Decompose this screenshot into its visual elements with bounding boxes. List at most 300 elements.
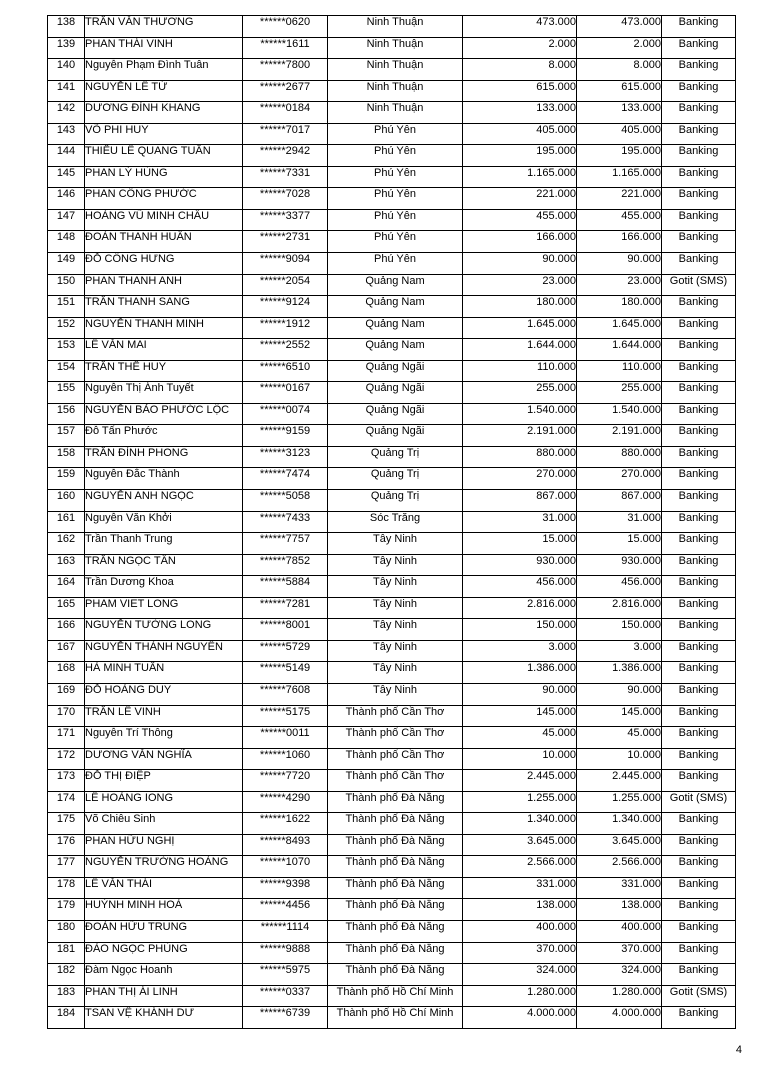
account-cell: ******3123 [243,446,328,468]
name-cell: NGUYỄN TƯỜNG LONG [85,619,243,641]
table-row [48,339,736,361]
account-cell: ******7608 [243,683,328,705]
row-number-cell: 144 [48,145,85,167]
amount-secondary-cell: 3.000 [577,640,662,662]
method-cell: Banking [662,382,736,404]
amount-secondary-cell: 10.000 [577,748,662,770]
amount-cell: 880.000 [463,446,577,468]
amount-cell: 2.000 [463,37,577,59]
name-cell: ĐỖ THỊ ĐIỆP [85,770,243,792]
account-cell: ******7281 [243,597,328,619]
method-cell: Banking [662,425,736,447]
payout-table [47,15,736,1029]
province-cell: Phú Yên [328,231,463,253]
method-cell: Banking [662,554,736,576]
province-cell: Thành phố Đà Nẵng [328,964,463,986]
row-number-cell: 141 [48,80,85,102]
row-number-cell: 159 [48,468,85,490]
amount-cell: 15.000 [463,533,577,555]
method-cell: Banking [662,231,736,253]
province-cell: Quảng Ngãi [328,425,463,447]
amount-cell: 2.445.000 [463,770,577,792]
province-cell: Tây Ninh [328,597,463,619]
table-row [48,403,736,425]
account-cell: ******0184 [243,102,328,124]
method-cell: Banking [662,253,736,275]
name-cell: NGUYỄN ANH NGỌC [85,490,243,512]
row-number-cell: 157 [48,425,85,447]
amount-secondary-cell: 1.386.000 [577,662,662,684]
table-row [48,231,736,253]
account-cell: ******5975 [243,964,328,986]
row-number-cell: 156 [48,403,85,425]
method-cell: Banking [662,296,736,318]
amount-secondary-cell: 2.816.000 [577,597,662,619]
account-cell: ******2552 [243,339,328,361]
province-cell: Sóc Trăng [328,511,463,533]
amount-cell: 400.000 [463,920,577,942]
amount-secondary-cell: 1.645.000 [577,317,662,339]
account-cell: ******1611 [243,37,328,59]
method-cell: Banking [662,1007,736,1029]
row-number-cell: 153 [48,339,85,361]
row-number-cell: 148 [48,231,85,253]
table-row [48,899,736,921]
amount-secondary-cell: 3.645.000 [577,834,662,856]
province-cell: Thành phố Đà Nẵng [328,813,463,835]
name-cell: Đàm Ngọc Hoanh [85,964,243,986]
amount-secondary-cell: 133.000 [577,102,662,124]
name-cell: TRẦN LÊ VINH [85,705,243,727]
province-cell: Tây Ninh [328,554,463,576]
row-number-cell: 161 [48,511,85,533]
method-cell: Banking [662,209,736,231]
name-cell: TSAN VỆ KHÁNH DƯ [85,1007,243,1029]
account-cell: ******1912 [243,317,328,339]
table-row [48,490,736,512]
province-cell: Phú Yên [328,253,463,275]
amount-cell: 867.000 [463,490,577,512]
amount-cell: 221.000 [463,188,577,210]
account-cell: ******4456 [243,899,328,921]
province-cell: Ninh Thuận [328,37,463,59]
name-cell: PHAN THANH ANH [85,274,243,296]
account-cell: ******7331 [243,166,328,188]
row-number-cell: 143 [48,123,85,145]
amount-secondary-cell: 150.000 [577,619,662,641]
account-cell: ******1070 [243,856,328,878]
province-cell: Quảng Nam [328,339,463,361]
amount-secondary-cell: 180.000 [577,296,662,318]
table-row [48,382,736,404]
province-cell: Ninh Thuận [328,80,463,102]
amount-cell: 1.165.000 [463,166,577,188]
amount-secondary-cell: 166.000 [577,231,662,253]
method-cell: Banking [662,640,736,662]
name-cell: ĐOÀN THANH HUÂN [85,231,243,253]
account-cell: ******1060 [243,748,328,770]
amount-secondary-cell: 8.000 [577,59,662,81]
account-cell: ******9159 [243,425,328,447]
amount-cell: 1.280.000 [463,985,577,1007]
province-cell: Quảng Ngãi [328,382,463,404]
amount-cell: 1.645.000 [463,317,577,339]
table-row [48,123,736,145]
row-number-cell: 155 [48,382,85,404]
table-row [48,856,736,878]
province-cell: Tây Ninh [328,533,463,555]
row-number-cell: 169 [48,683,85,705]
table-row [48,188,736,210]
name-cell: NGUYỄN LÊ TỬ [85,80,243,102]
name-cell: LÊ VĂN THÁI [85,877,243,899]
name-cell: TRẦN VĂN THƯƠNG [85,16,243,38]
amount-secondary-cell: 1.340.000 [577,813,662,835]
amount-cell: 23.000 [463,274,577,296]
account-cell: ******5884 [243,576,328,598]
row-number-cell: 162 [48,533,85,555]
account-cell: ******6510 [243,360,328,382]
name-cell: Nguyễn Thị Ánh Tuyết [85,382,243,404]
province-cell: Quảng Nam [328,274,463,296]
amount-secondary-cell: 370.000 [577,942,662,964]
province-cell: Thành phố Hồ Chí Minh [328,1007,463,1029]
name-cell: DƯƠNG ĐÌNH KHANG [85,102,243,124]
method-cell: Banking [662,920,736,942]
account-cell: ******0011 [243,727,328,749]
name-cell: Võ Chiêu Sinh [85,813,243,835]
account-cell: ******5149 [243,662,328,684]
table-row [48,166,736,188]
row-number-cell: 181 [48,942,85,964]
table-row [48,511,736,533]
account-cell: ******9094 [243,253,328,275]
method-cell: Gotit (SMS) [662,985,736,1007]
row-number-cell: 184 [48,1007,85,1029]
province-cell: Thành phố Hồ Chí Minh [328,985,463,1007]
amount-secondary-cell: 23.000 [577,274,662,296]
amount-secondary-cell: 195.000 [577,145,662,167]
amount-secondary-cell: 473.000 [577,16,662,38]
amount-cell: 45.000 [463,727,577,749]
name-cell: PHAM VIET LONG [85,597,243,619]
name-cell: ĐOÀN HỮU TRUNG [85,920,243,942]
amount-cell: 3.000 [463,640,577,662]
method-cell: Banking [662,619,736,641]
table-row [48,619,736,641]
table-row [48,705,736,727]
table-row [48,640,736,662]
amount-secondary-cell: 880.000 [577,446,662,468]
method-cell: Banking [662,576,736,598]
table-row [48,813,736,835]
amount-cell: 195.000 [463,145,577,167]
amount-cell: 455.000 [463,209,577,231]
province-cell: Thành phố Đà Nẵng [328,920,463,942]
table-row [48,468,736,490]
amount-secondary-cell: 221.000 [577,188,662,210]
method-cell: Banking [662,490,736,512]
amount-cell: 615.000 [463,80,577,102]
method-cell: Banking [662,166,736,188]
row-number-cell: 163 [48,554,85,576]
method-cell: Banking [662,748,736,770]
amount-cell: 110.000 [463,360,577,382]
row-number-cell: 171 [48,727,85,749]
table-row [48,683,736,705]
method-cell: Banking [662,511,736,533]
amount-secondary-cell: 2.191.000 [577,425,662,447]
method-cell: Banking [662,123,736,145]
name-cell: NGUYỄN BẢO PHƯỚC LỘC [85,403,243,425]
method-cell: Banking [662,705,736,727]
method-cell: Banking [662,468,736,490]
name-cell: NGUYỄN THÀNH NGUYÊN [85,640,243,662]
name-cell: DƯƠNG VĂN NGHĨA [85,748,243,770]
method-cell: Banking [662,102,736,124]
province-cell: Quảng Nam [328,296,463,318]
account-cell: ******9124 [243,296,328,318]
row-number-cell: 149 [48,253,85,275]
account-cell: ******7852 [243,554,328,576]
account-cell: ******6739 [243,1007,328,1029]
row-number-cell: 145 [48,166,85,188]
table-row [48,102,736,124]
account-cell: ******9888 [243,942,328,964]
province-cell: Phú Yên [328,145,463,167]
method-cell: Banking [662,145,736,167]
amount-secondary-cell: 110.000 [577,360,662,382]
name-cell: NGUYỄN TRƯỜNG HOÀNG [85,856,243,878]
province-cell: Thành phố Đà Nẵng [328,834,463,856]
row-number-cell: 160 [48,490,85,512]
method-cell: Banking [662,339,736,361]
method-cell: Gotit (SMS) [662,791,736,813]
amount-secondary-cell: 615.000 [577,80,662,102]
amount-secondary-cell: 2.000 [577,37,662,59]
table-row [48,597,736,619]
account-cell: ******7474 [243,468,328,490]
amount-cell: 473.000 [463,16,577,38]
account-cell: ******3377 [243,209,328,231]
amount-secondary-cell: 1.255.000 [577,791,662,813]
row-number-cell: 180 [48,920,85,942]
table-row [48,296,736,318]
table-row [48,662,736,684]
table-row [48,145,736,167]
table-row [48,37,736,59]
name-cell: Trần Thanh Trung [85,533,243,555]
amount-cell: 4.000.000 [463,1007,577,1029]
amount-cell: 255.000 [463,382,577,404]
name-cell: HOÀNG VŨ MINH CHÂU [85,209,243,231]
method-cell: Banking [662,446,736,468]
amount-cell: 1.386.000 [463,662,577,684]
row-number-cell: 142 [48,102,85,124]
account-cell: ******9398 [243,877,328,899]
table-row [48,942,736,964]
account-cell: ******2677 [243,80,328,102]
amount-cell: 405.000 [463,123,577,145]
row-number-cell: 154 [48,360,85,382]
table-row [48,533,736,555]
method-cell: Banking [662,360,736,382]
amount-secondary-cell: 2.445.000 [577,770,662,792]
table-row [48,16,736,38]
amount-cell: 2.816.000 [463,597,577,619]
province-cell: Ninh Thuận [328,16,463,38]
method-cell: Banking [662,942,736,964]
amount-cell: 456.000 [463,576,577,598]
name-cell: PHAN CÔNG PHƯỚC [85,188,243,210]
province-cell: Thành phố Cần Thơ [328,727,463,749]
table-row [48,576,736,598]
amount-cell: 370.000 [463,942,577,964]
amount-cell: 1.540.000 [463,403,577,425]
name-cell: TRẦN ĐÌNH PHONG [85,446,243,468]
province-cell: Phú Yên [328,188,463,210]
name-cell: TRẦN THẾ HUY [85,360,243,382]
method-cell: Banking [662,317,736,339]
name-cell: LÊ HOÀNG IONG [85,791,243,813]
amount-secondary-cell: 138.000 [577,899,662,921]
amount-cell: 166.000 [463,231,577,253]
amount-cell: 2.191.000 [463,425,577,447]
account-cell: ******2054 [243,274,328,296]
amount-secondary-cell: 400.000 [577,920,662,942]
row-number-cell: 177 [48,856,85,878]
amount-secondary-cell: 324.000 [577,964,662,986]
name-cell: HUỲNH MINH HOÀ [85,899,243,921]
amount-cell: 150.000 [463,619,577,641]
row-number-cell: 150 [48,274,85,296]
amount-secondary-cell: 1.165.000 [577,166,662,188]
row-number-cell: 172 [48,748,85,770]
table-row [48,791,736,813]
method-cell: Banking [662,16,736,38]
account-cell: ******5175 [243,705,328,727]
province-cell: Quảng Trị [328,468,463,490]
table-row [48,253,736,275]
table-row [48,209,736,231]
province-cell: Thành phố Đà Nẵng [328,791,463,813]
table-row [48,964,736,986]
row-number-cell: 165 [48,597,85,619]
row-number-cell: 175 [48,813,85,835]
amount-secondary-cell: 455.000 [577,209,662,231]
name-cell: Nguyễn Phạm Đình Tuân [85,59,243,81]
method-cell: Banking [662,37,736,59]
province-cell: Phú Yên [328,123,463,145]
table-row [48,920,736,942]
method-cell: Banking [662,533,736,555]
amount-cell: 331.000 [463,877,577,899]
row-number-cell: 164 [48,576,85,598]
name-cell: Nguyễn Đắc Thành [85,468,243,490]
amount-secondary-cell: 930.000 [577,554,662,576]
method-cell: Banking [662,727,736,749]
method-cell: Banking [662,770,736,792]
name-cell: Đỗ Tấn Phước [85,425,243,447]
province-cell: Thành phố Đà Nẵng [328,877,463,899]
account-cell: ******2942 [243,145,328,167]
name-cell: PHAN THÁI VINH [85,37,243,59]
name-cell: HÀ MINH TUẤN [85,662,243,684]
province-cell: Thành phố Đà Nẵng [328,856,463,878]
account-cell: ******0620 [243,16,328,38]
method-cell: Banking [662,899,736,921]
province-cell: Tây Ninh [328,640,463,662]
province-cell: Ninh Thuận [328,59,463,81]
province-cell: Thành phố Cần Thơ [328,705,463,727]
account-cell: ******4290 [243,791,328,813]
province-cell: Quảng Ngãi [328,403,463,425]
amount-cell: 133.000 [463,102,577,124]
table-row [48,554,736,576]
name-cell: THIỀU LÊ QUANG TUẤN [85,145,243,167]
account-cell: ******5058 [243,490,328,512]
table-row [48,80,736,102]
amount-cell: 138.000 [463,899,577,921]
amount-secondary-cell: 45.000 [577,727,662,749]
table-row [48,834,736,856]
name-cell: VÕ PHI HUY [85,123,243,145]
account-cell: ******7433 [243,511,328,533]
row-number-cell: 146 [48,188,85,210]
amount-secondary-cell: 867.000 [577,490,662,512]
table-row [48,317,736,339]
amount-cell: 1.255.000 [463,791,577,813]
account-cell: ******0167 [243,382,328,404]
method-cell: Banking [662,877,736,899]
amount-cell: 90.000 [463,683,577,705]
province-cell: Phú Yên [328,166,463,188]
method-cell: Banking [662,813,736,835]
amount-secondary-cell: 1.540.000 [577,403,662,425]
province-cell: Thành phố Cần Thơ [328,748,463,770]
amount-secondary-cell: 4.000.000 [577,1007,662,1029]
province-cell: Thành phố Đà Nẵng [328,942,463,964]
row-number-cell: 166 [48,619,85,641]
account-cell: ******0337 [243,985,328,1007]
method-cell: Banking [662,59,736,81]
account-cell: ******8493 [243,834,328,856]
row-number-cell: 167 [48,640,85,662]
amount-cell: 2.566.000 [463,856,577,878]
amount-secondary-cell: 1.644.000 [577,339,662,361]
table-row [48,1007,736,1029]
row-number-cell: 139 [48,37,85,59]
row-number-cell: 147 [48,209,85,231]
account-cell: ******1114 [243,920,328,942]
page-number: 4 [735,1044,742,1056]
amount-secondary-cell: 2.566.000 [577,856,662,878]
province-cell: Quảng Nam [328,317,463,339]
row-number-cell: 158 [48,446,85,468]
name-cell: ĐỖ CÔNG HƯNG [85,253,243,275]
province-cell: Thành phố Cần Thơ [328,770,463,792]
row-number-cell: 173 [48,770,85,792]
name-cell: ĐÀO NGỌC PHÙNG [85,942,243,964]
row-number-cell: 170 [48,705,85,727]
table-row [48,748,736,770]
amount-cell: 324.000 [463,964,577,986]
row-number-cell: 138 [48,16,85,38]
table-row [48,360,736,382]
row-number-cell: 179 [48,899,85,921]
name-cell: NGUYỄN THANH MINH [85,317,243,339]
amount-secondary-cell: 90.000 [577,253,662,275]
